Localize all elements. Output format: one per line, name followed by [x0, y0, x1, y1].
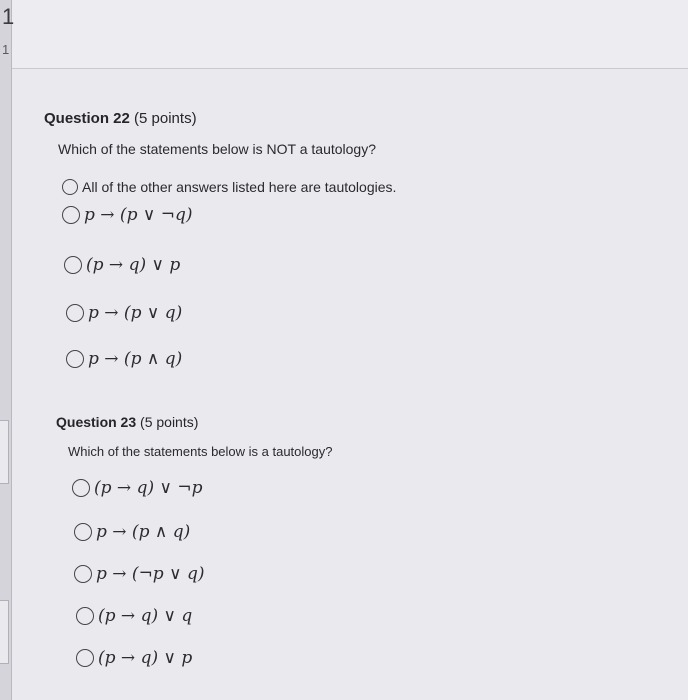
page-number: 1	[2, 4, 15, 29]
question-22-title	[44, 110, 197, 127]
q22-option-3[interactable]	[64, 255, 180, 275]
radio-button[interactable]	[76, 607, 94, 625]
option-label: (p → q) ∨ ¬p	[94, 478, 203, 498]
question-23-title	[56, 414, 198, 430]
q23-option-5[interactable]	[76, 648, 192, 668]
option-label: p → (p ∧ q)	[88, 349, 183, 369]
q23-option-3[interactable]	[74, 564, 204, 584]
q22-option-2[interactable]	[62, 205, 192, 225]
question-points: (5 points)	[134, 110, 197, 127]
question-points: (5 points)	[140, 414, 199, 430]
left-strip	[0, 0, 15, 700]
radio-button[interactable]	[62, 206, 80, 224]
radio-button[interactable]	[66, 304, 84, 322]
question-23-prompt: Which of the statements below is a tautology?	[68, 444, 333, 459]
option-label: p → (p ∨ q)	[88, 303, 183, 323]
radio-button[interactable]	[66, 350, 84, 368]
top-bar	[0, 0, 688, 69]
option-label: All of the other answers listed here are tautologies.	[82, 179, 397, 195]
q23-option-1[interactable]	[72, 478, 202, 498]
question-title-label: Question 23	[56, 414, 137, 430]
option-label: (p → q) ∨ q	[98, 606, 193, 626]
option-label: (p → q) ∨ p	[98, 648, 193, 668]
left-tab[interactable]	[0, 600, 9, 664]
question-title-label: Question 22	[44, 110, 130, 127]
option-label: p → (¬p ∨ q)	[96, 564, 205, 584]
q23-option-4[interactable]	[76, 606, 192, 626]
radio-button[interactable]	[74, 565, 92, 583]
question-22-prompt: Which of the statements below is NOT a tautology?	[58, 141, 377, 157]
radio-button[interactable]	[62, 179, 78, 195]
radio-button[interactable]	[76, 649, 94, 667]
q22-option-5[interactable]	[66, 349, 182, 369]
radio-button[interactable]	[74, 523, 92, 541]
q23-option-2[interactable]	[74, 522, 190, 542]
q22-option-4[interactable]	[66, 303, 182, 323]
option-label: p → (p ∧ q)	[96, 522, 191, 542]
radio-button[interactable]	[72, 479, 90, 497]
option-label: p → (p ∨ ¬q)	[84, 205, 193, 225]
left-tab[interactable]	[0, 420, 9, 484]
option-label: (p → q) ∨ p	[86, 255, 181, 275]
page-number-small: 1	[2, 42, 10, 57]
radio-button[interactable]	[64, 256, 82, 274]
q22-option-1[interactable]	[62, 179, 396, 195]
